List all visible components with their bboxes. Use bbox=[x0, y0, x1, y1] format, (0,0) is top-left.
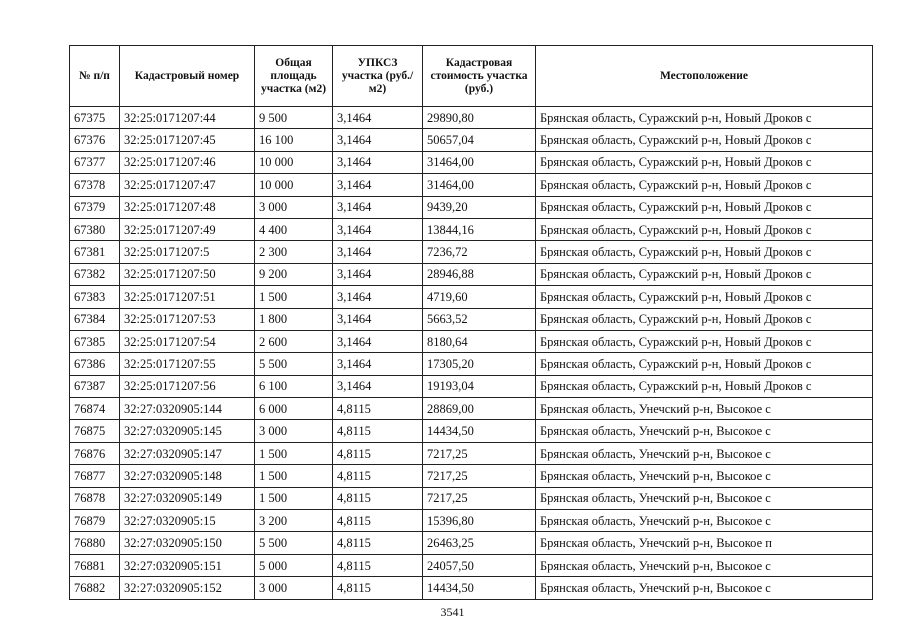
table-row bbox=[70, 398, 873, 420]
cell-specific-value: 3,1464 bbox=[333, 196, 423, 218]
cell-location: Брянская область, Унечский р-н, Высокое с bbox=[536, 465, 873, 487]
page-number: 3541 bbox=[440, 605, 465, 619]
cell-area: 3 000 bbox=[255, 196, 333, 218]
cell-row-number: 67378 bbox=[70, 174, 120, 196]
cell-location: Брянская область, Унечский р-н, Высокое с bbox=[536, 554, 873, 576]
cell-cadastral-cost: 7217,25 bbox=[423, 442, 536, 464]
cell-specific-value: 3,1464 bbox=[333, 353, 423, 375]
cell-area: 4 400 bbox=[255, 218, 333, 240]
cell-cadastral-number: 32:25:0171207:47 bbox=[120, 174, 255, 196]
cell-row-number: 67380 bbox=[70, 218, 120, 240]
cell-specific-value: 3,1464 bbox=[333, 218, 423, 240]
cell-cadastral-number: 32:25:0171207:48 bbox=[120, 196, 255, 218]
cell-specific-value: 4,8115 bbox=[333, 465, 423, 487]
cell-row-number: 67383 bbox=[70, 286, 120, 308]
cell-specific-value: 3,1464 bbox=[333, 308, 423, 330]
cell-cadastral-cost: 7217,25 bbox=[423, 465, 536, 487]
cell-row-number: 76882 bbox=[70, 577, 120, 599]
header-location: Местоположение bbox=[536, 46, 873, 107]
cell-cadastral-cost: 19193,04 bbox=[423, 375, 536, 397]
cell-row-number: 67375 bbox=[70, 107, 120, 129]
header-cadastral-number: Кадастровый номер bbox=[120, 46, 255, 107]
cell-specific-value: 4,8115 bbox=[333, 398, 423, 420]
cell-location: Брянская область, Унечский р-н, Высокое п bbox=[536, 532, 873, 554]
cell-row-number: 67384 bbox=[70, 308, 120, 330]
cell-location: Брянская область, Суражский р-н, Новый Дроков с bbox=[536, 308, 873, 330]
cell-row-number: 76881 bbox=[70, 554, 120, 576]
cell-location: Брянская область, Суражский р-н, Новый Дроков с bbox=[536, 241, 873, 263]
cell-specific-value: 4,8115 bbox=[333, 442, 423, 464]
cell-row-number: 67377 bbox=[70, 151, 120, 173]
cell-location: Брянская область, Суражский р-н, Новый Дроков с bbox=[536, 330, 873, 352]
cell-specific-value: 4,8115 bbox=[333, 554, 423, 576]
cell-row-number: 76877 bbox=[70, 465, 120, 487]
cell-cadastral-number: 32:25:0171207:44 bbox=[120, 107, 255, 129]
cell-specific-value: 3,1464 bbox=[333, 330, 423, 352]
table-row bbox=[70, 286, 873, 308]
cell-specific-value: 3,1464 bbox=[333, 375, 423, 397]
cell-specific-value: 4,8115 bbox=[333, 510, 423, 532]
cell-cadastral-number: 32:25:0171207:51 bbox=[120, 286, 255, 308]
cell-area: 3 000 bbox=[255, 420, 333, 442]
cell-area: 5 000 bbox=[255, 554, 333, 576]
cell-row-number: 67387 bbox=[70, 375, 120, 397]
cell-cadastral-cost: 13844,16 bbox=[423, 218, 536, 240]
table-row bbox=[70, 196, 873, 218]
table-row bbox=[70, 263, 873, 285]
cell-location: Брянская область, Суражский р-н, Новый Дроков с bbox=[536, 174, 873, 196]
cell-specific-value: 4,8115 bbox=[333, 532, 423, 554]
cell-cadastral-number: 32:25:0171207:49 bbox=[120, 218, 255, 240]
cell-cadastral-number: 32:25:0171207:45 bbox=[120, 129, 255, 151]
cell-cadastral-cost: 50657,04 bbox=[423, 129, 536, 151]
cell-cadastral-number: 32:27:0320905:152 bbox=[120, 577, 255, 599]
cell-location: Брянская область, Унечский р-н, Высокое с bbox=[536, 577, 873, 599]
cell-specific-value: 3,1464 bbox=[333, 107, 423, 129]
cell-cadastral-cost: 4719,60 bbox=[423, 286, 536, 308]
cell-area: 6 100 bbox=[255, 375, 333, 397]
cell-cadastral-cost: 28869,00 bbox=[423, 398, 536, 420]
cell-row-number: 67376 bbox=[70, 129, 120, 151]
header-cadastral-cost: Кадастровая стоимость участка (руб.) bbox=[423, 46, 536, 107]
table-row bbox=[70, 577, 873, 599]
cell-location: Брянская область, Унечский р-н, Высокое с bbox=[536, 510, 873, 532]
cell-location: Брянская область, Суражский р-н, Новый Дроков с bbox=[536, 218, 873, 240]
cell-cadastral-cost: 7217,25 bbox=[423, 487, 536, 509]
table-row bbox=[70, 353, 873, 375]
cell-cadastral-number: 32:25:0171207:50 bbox=[120, 263, 255, 285]
cell-cadastral-number: 32:27:0320905:150 bbox=[120, 532, 255, 554]
cell-area: 3 000 bbox=[255, 577, 333, 599]
table-body bbox=[70, 107, 873, 600]
cell-specific-value: 4,8115 bbox=[333, 487, 423, 509]
cell-area: 3 200 bbox=[255, 510, 333, 532]
table-row bbox=[70, 532, 873, 554]
cell-area: 16 100 bbox=[255, 129, 333, 151]
cell-row-number: 76876 bbox=[70, 442, 120, 464]
cell-area: 1 500 bbox=[255, 442, 333, 464]
cell-cadastral-number: 32:25:0171207:54 bbox=[120, 330, 255, 352]
cell-area: 1 500 bbox=[255, 487, 333, 509]
table-row bbox=[70, 151, 873, 173]
cell-location: Брянская область, Унечский р-н, Высокое с bbox=[536, 398, 873, 420]
cell-specific-value: 3,1464 bbox=[333, 263, 423, 285]
cell-cadastral-cost: 29890,80 bbox=[423, 107, 536, 129]
cell-row-number: 67385 bbox=[70, 330, 120, 352]
cell-specific-value: 4,8115 bbox=[333, 420, 423, 442]
cell-cadastral-cost: 8180,64 bbox=[423, 330, 536, 352]
cell-area: 1 800 bbox=[255, 308, 333, 330]
cell-specific-value: 3,1464 bbox=[333, 241, 423, 263]
cell-cadastral-cost: 31464,00 bbox=[423, 151, 536, 173]
header-row-number: № п/п bbox=[70, 46, 120, 107]
cell-cadastral-number: 32:25:0171207:55 bbox=[120, 353, 255, 375]
cell-specific-value: 3,1464 bbox=[333, 174, 423, 196]
cell-cadastral-number: 32:25:0171207:46 bbox=[120, 151, 255, 173]
cell-cadastral-cost: 26463,25 bbox=[423, 532, 536, 554]
table-row bbox=[70, 241, 873, 263]
cell-cadastral-cost: 28946,88 bbox=[423, 263, 536, 285]
cell-location: Брянская область, Суражский р-н, Новый Дроков с bbox=[536, 151, 873, 173]
cadastral-value-table bbox=[69, 45, 873, 600]
table-row bbox=[70, 510, 873, 532]
cell-area: 9 200 bbox=[255, 263, 333, 285]
cell-cadastral-cost: 24057,50 bbox=[423, 554, 536, 576]
cell-area: 2 600 bbox=[255, 330, 333, 352]
cell-row-number: 76874 bbox=[70, 398, 120, 420]
table-row bbox=[70, 107, 873, 129]
cell-location: Брянская область, Унечский р-н, Высокое с bbox=[536, 420, 873, 442]
cell-area: 10 000 bbox=[255, 174, 333, 196]
cell-location: Брянская область, Суражский р-н, Новый Дроков с bbox=[536, 263, 873, 285]
cell-location: Брянская область, Суражский р-н, Новый Дроков с bbox=[536, 107, 873, 129]
cell-location: Брянская область, Суражский р-н, Новый Дроков с bbox=[536, 129, 873, 151]
table-row bbox=[70, 129, 873, 151]
cell-cadastral-number: 32:25:0171207:56 bbox=[120, 375, 255, 397]
cell-row-number: 67386 bbox=[70, 353, 120, 375]
header-specific-value: УПКСЗ участка (руб./м2) bbox=[333, 46, 423, 107]
cell-location: Брянская область, Суражский р-н, Новый Дроков с bbox=[536, 196, 873, 218]
cell-cadastral-number: 32:27:0320905:149 bbox=[120, 487, 255, 509]
cell-row-number: 67379 bbox=[70, 196, 120, 218]
cell-location: Брянская область, Суражский р-н, Новый Дроков с bbox=[536, 375, 873, 397]
cell-cadastral-number: 32:27:0320905:147 bbox=[120, 442, 255, 464]
cell-specific-value: 4,8115 bbox=[333, 577, 423, 599]
table-row bbox=[70, 308, 873, 330]
cell-location: Брянская область, Унечский р-н, Высокое с bbox=[536, 442, 873, 464]
cell-cadastral-number: 32:27:0320905:145 bbox=[120, 420, 255, 442]
cell-row-number: 76878 bbox=[70, 487, 120, 509]
cell-cadastral-number: 32:25:0171207:53 bbox=[120, 308, 255, 330]
cell-cadastral-cost: 5663,52 bbox=[423, 308, 536, 330]
cell-specific-value: 3,1464 bbox=[333, 151, 423, 173]
cell-cadastral-number: 32:27:0320905:144 bbox=[120, 398, 255, 420]
cell-specific-value: 3,1464 bbox=[333, 129, 423, 151]
cell-cadastral-cost: 14434,50 bbox=[423, 420, 536, 442]
cell-area: 5 500 bbox=[255, 353, 333, 375]
cell-cadastral-cost: 31464,00 bbox=[423, 174, 536, 196]
cell-cadastral-cost: 14434,50 bbox=[423, 577, 536, 599]
table-row bbox=[70, 330, 873, 352]
table-row bbox=[70, 487, 873, 509]
table-row bbox=[70, 375, 873, 397]
cell-cadastral-number: 32:27:0320905:148 bbox=[120, 465, 255, 487]
table-header-row bbox=[70, 46, 873, 107]
cell-row-number: 76879 bbox=[70, 510, 120, 532]
table-row bbox=[70, 420, 873, 442]
cell-specific-value: 3,1464 bbox=[333, 286, 423, 308]
cell-area: 1 500 bbox=[255, 286, 333, 308]
cell-location: Брянская область, Суражский р-н, Новый Дроков с bbox=[536, 353, 873, 375]
header-total-area: Общая площадь участка (м2) bbox=[255, 46, 333, 107]
cell-cadastral-number: 32:25:0171207:5 bbox=[120, 241, 255, 263]
cell-row-number: 76875 bbox=[70, 420, 120, 442]
cell-location: Брянская область, Унечский р-н, Высокое с bbox=[536, 487, 873, 509]
cell-area: 1 500 bbox=[255, 465, 333, 487]
cell-cadastral-cost: 15396,80 bbox=[423, 510, 536, 532]
cell-cadastral-cost: 7236,72 bbox=[423, 241, 536, 263]
cell-area: 2 300 bbox=[255, 241, 333, 263]
cell-cadastral-number: 32:27:0320905:15 bbox=[120, 510, 255, 532]
cell-cadastral-cost: 9439,20 bbox=[423, 196, 536, 218]
table-row bbox=[70, 442, 873, 464]
cell-location: Брянская область, Суражский р-н, Новый Дроков с bbox=[536, 286, 873, 308]
cell-area: 10 000 bbox=[255, 151, 333, 173]
cell-row-number: 76880 bbox=[70, 532, 120, 554]
table-row bbox=[70, 218, 873, 240]
cell-cadastral-cost: 17305,20 bbox=[423, 353, 536, 375]
table-row bbox=[70, 174, 873, 196]
cell-area: 6 000 bbox=[255, 398, 333, 420]
table-row bbox=[70, 554, 873, 576]
cell-cadastral-number: 32:27:0320905:151 bbox=[120, 554, 255, 576]
cell-area: 5 500 bbox=[255, 532, 333, 554]
cell-row-number: 67381 bbox=[70, 241, 120, 263]
cell-area: 9 500 bbox=[255, 107, 333, 129]
table-row bbox=[70, 465, 873, 487]
cell-row-number: 67382 bbox=[70, 263, 120, 285]
